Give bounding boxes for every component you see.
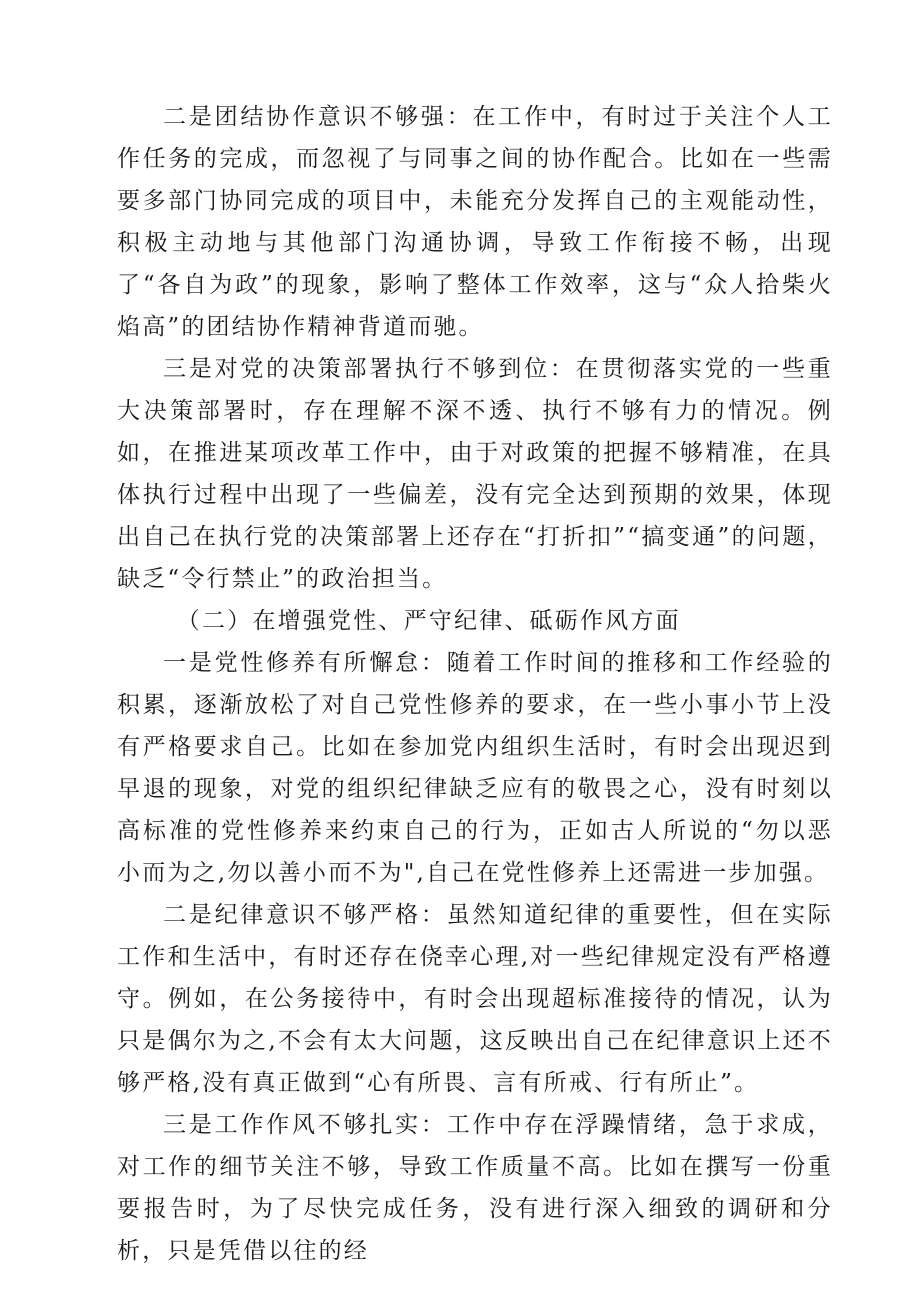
paragraph-teamwork: 二是团结协作意识不够强：在工作中，有时过于关注个人工作任务的完成，而忽视了与同事之间的协作配合。比如在一些需要多部门协同完成的项目中，未能充分发挥自己的主观能动性，积极主动地与其他部门沟通协调，导致工作衔接不畅，出现了“各自为政”的现象，影响了整体工作效率，这与“众人拾柴火焰高”的团结协作精神背道而驰。	[117, 104, 833, 340]
paragraph-party-cultivation: 一是党性修养有所懈怠：随着工作时间的推移和工作经验的积累，逐渐放松了对自己党性修养的要求，在一些小事小节上没有严格要求自己。比如在参加党内组织生活时，有时会出现迟到早退的现象，对党的组织纪律缺乏应有的敬畏之心，没有时刻以高标准的党性修养来约束自己的行为，正如古人所说的“勿以恶小而为之,勿以善小而不为",自己在党性修养上还需进一步加强。	[117, 650, 833, 886]
paragraph-policy-execution: 三是对党的决策部署执行不够到位：在贯彻落实党的一些重大决策部署时，存在理解不深不透、执行不够有力的情况。例如，在推进某项改革工作中，由于对政策的把握不够精准，在具体执行过程中出现了一些偏差，没有完全达到预期的效果，体现出自己在执行党的决策部署上还存在“打折扣”“搞变通”的问题，缺乏“令行禁止”的政治担当。	[117, 356, 833, 592]
section-heading: （二）在增强党性、严守纪律、砥砺作风方面	[176, 608, 681, 634]
document-page	[117, 96, 833, 1272]
paragraph-work-style: 三是工作作风不够扎实：工作中存在浮躁情绪，急于求成，对工作的细节关注不够，导致工作质量不高。比如在撰写一份重要报告时，为了尽快完成任务，没有进行深入细致的调研和分析，只是凭借以往的经	[117, 1112, 833, 1264]
paragraph-discipline: 二是纪律意识不够严格：虽然知道纪律的重要性，但在实际工作和生活中，有时还存在侥幸心理,对一些纪律规定没有严格遵守。例如，在公务接待中，有时会出现超标准接待的情况，认为只是偶尔为之,不会有太大问题，这反映出自己在纪律意识上还不够严格,没有真正做到“心有所畏、言有所戒、行有所止”。	[117, 902, 833, 1096]
